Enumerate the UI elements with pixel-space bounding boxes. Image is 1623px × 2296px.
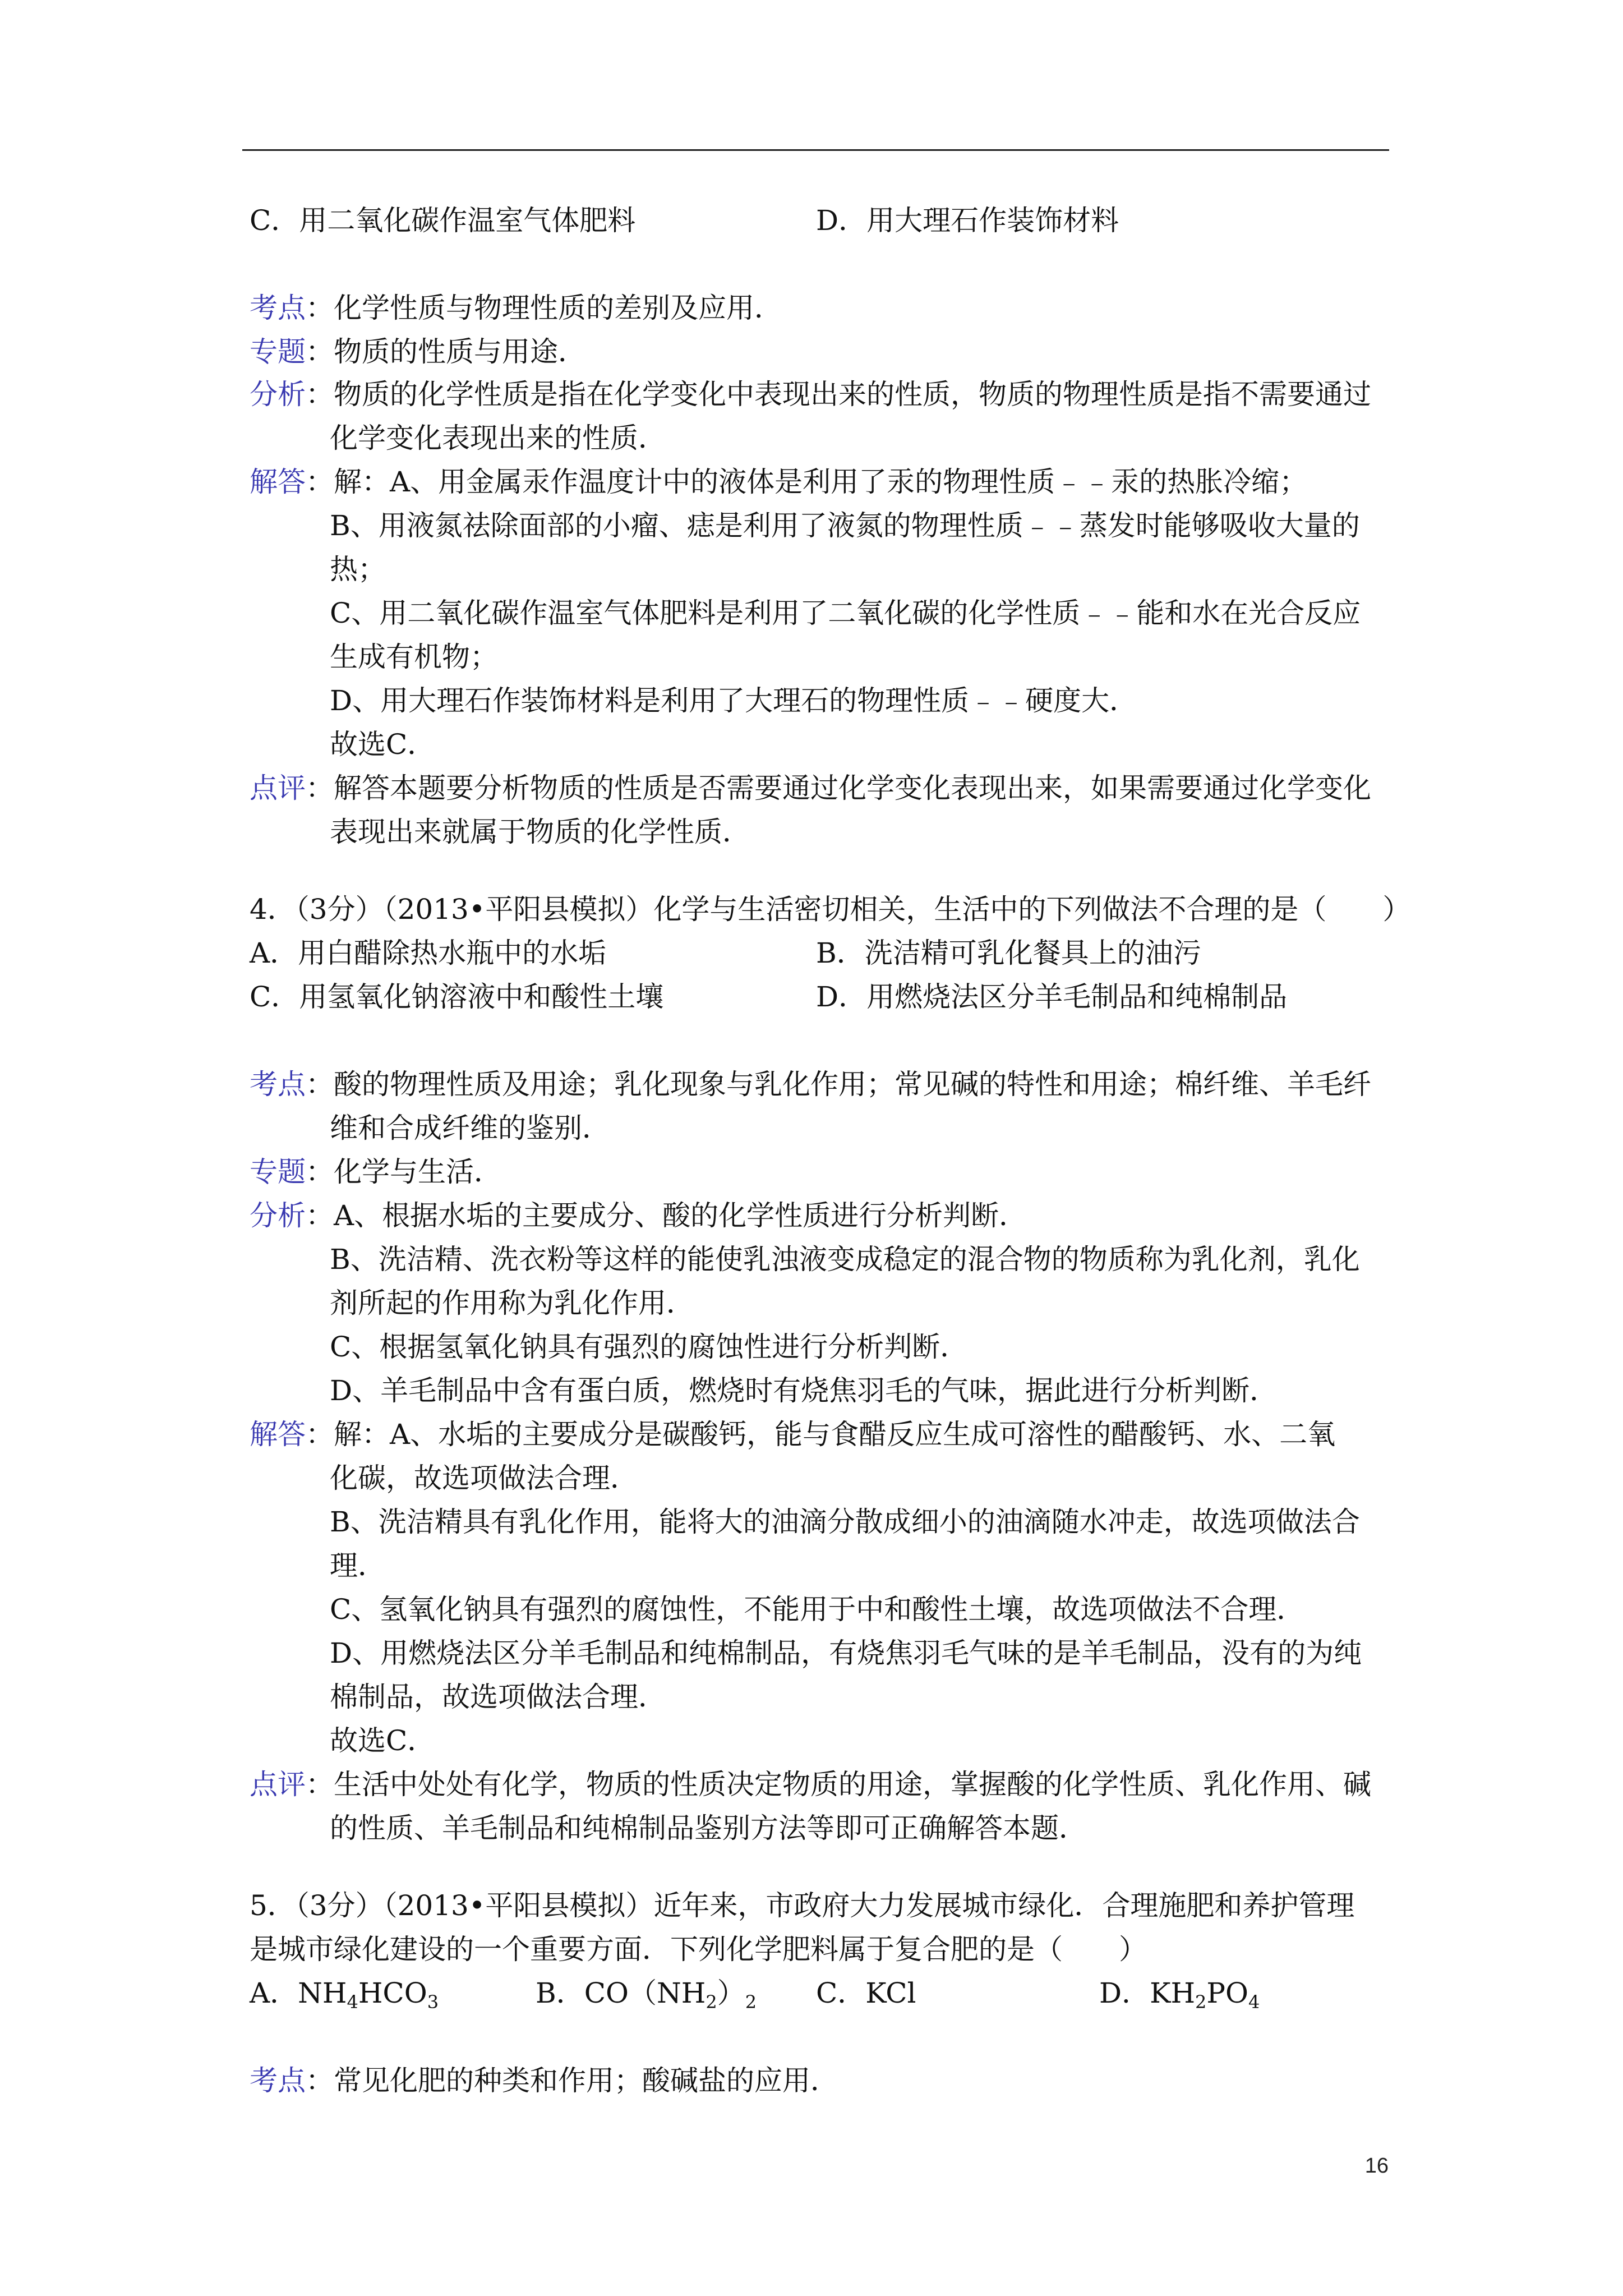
fenxi-label: 分析 [250,1199,306,1232]
q3-jieda-line2: B、用液氮祛除面部的小瘤、痣是利用了液氮的物理性质﹣﹣蒸发时能够吸收大量的 [330,509,1360,542]
zhuanti-text: ：化学与生活． [306,1156,502,1188]
q4-option-c: C．用氢氧化钠溶液中和酸性土壤 [250,981,664,1013]
q4-jieda-line2: 化碳，故选项做法合理． [330,1462,638,1494]
q3-kaodian [250,286,782,330]
q5-kaodian [250,2059,838,2102]
q3-jieda-line4: C、用二氧化碳作温室气体肥料是利用了二氧化碳的化学性质﹣﹣能和水在光合反应 [330,597,1361,629]
q4-option-a: A．用白醋除热水瓶中的水垢 [250,937,607,969]
q5-option-b: B．$CO(NH_2)_2$ [536,1977,757,2013]
q4-jieda-line5: C、氢氧化钠具有强烈的腐蚀性，不能用于中和酸性土壤，故选项做法不合理． [330,1593,1305,1626]
q5-option-d: D．$KH_2PO_4$ [1099,1977,1260,2013]
q5-option-a: A．$NH_4HCO_3$ [250,1977,439,2013]
q3-jieda-line6: D、用大理石作装饰材料是利用了大理石的物理性质﹣﹣硬度大． [330,684,1138,717]
q3-dianping [250,766,1371,810]
jieda-label: 解答 [250,466,306,498]
kaodian-label: 考点 [250,292,306,324]
kaodian-label: 考点 [250,1068,306,1101]
q4-fenxi-line5: D、羊毛制品中含有蛋白质，燃烧时有烧焦羽毛的气味，据此进行分析判断． [330,1374,1278,1407]
kaodian-text: ：化学性质与物理性质的差别及应用． [306,292,782,324]
q4-dianping-line2: 的性质、羊毛制品和纯棉制品鉴别方法等即可正确解答本题． [330,1812,1087,1844]
dianping-text: ：解答本题要分析物质的性质是否需要通过化学变化表现出来，如果需要通过化学变化 [306,772,1371,804]
zhuanti-text: ：物质的性质与用途． [306,335,586,368]
q5-stem: 5．（3分）（2013•平阳县模拟）近年来，市政府大力发展城市绿化．合理施肥和养护管理 [250,1889,1355,1922]
q4-jieda-line6: D、用燃烧法区分羊毛制品和纯棉制品，有烧焦羽毛气味的是羊毛制品，没有的为纯 [330,1637,1362,1669]
q3-fenxi-line2: 化学变化表现出来的性质． [330,422,666,454]
dianping-text: ：生活中处处有化学，物质的性质决定物质的用途，掌握酸的化学性质、乳化作用、碱 [306,1768,1371,1801]
fenxi-label: 分析 [250,378,306,411]
kaodian-text: ：常见化肥的种类和作用；酸碱盐的应用． [306,2064,838,2097]
q4-fenxi-line2: B、洗洁精、洗衣粉等这样的能使乳浊液变成稳定的混合物的物质称为乳化剂，乳化 [330,1243,1360,1276]
q5-stem-line2: 是城市绿化建设的一个重要方面．下列化学肥料属于复合肥的是（ ） [250,1933,1147,1966]
q3-option-c: C．用二氧化碳作温室气体肥料 [250,204,636,237]
page-number: 16 [1364,2154,1389,2178]
zhuanti-label: 专题 [250,335,306,368]
q5-option-c: C．KCl [816,1977,916,2009]
dianping-label: 点评 [250,1768,306,1801]
q4-fenxi [250,1194,1027,1237]
q4-fenxi-line4: C、根据氢氧化钠具有强烈的腐蚀性进行分析判断． [330,1331,969,1363]
q4-jieda-line3: B、洗洁精具有乳化作用，能将大的油滴分散成细小的油滴随水冲走，故选项做法合 [330,1506,1360,1538]
zhuanti-label: 专题 [250,1156,306,1188]
q3-option-d: D．用大理石作装饰材料 [816,204,1119,237]
q4-jieda-line8: 故选C． [330,1724,436,1757]
q4-zhuanti [250,1150,502,1194]
kaodian-text: ：酸的物理性质及用途；乳化现象与乳化作用；常见碱的特性和用途；棉纤维、羊毛纤 [306,1068,1371,1101]
dianping-label: 点评 [250,772,306,804]
jieda-text: ：解：A、水垢的主要成分是碳酸钙，能与食醋反应生成可溶性的醋酸钙、水、二氧 [306,1418,1336,1451]
q3-jieda-line3: 热； [330,553,386,586]
jieda-label: 解答 [250,1418,306,1451]
q3-jieda-line7: 故选C． [330,728,436,761]
q4-option-d: D．用燃烧法区分羊毛制品和纯棉制品 [816,981,1288,1013]
q3-dianping-line2: 表现出来就属于物质的化学性质． [330,816,750,848]
q4-kaodian-line2: 维和合成纤维的鉴别． [330,1112,610,1144]
fenxi-text: ：A、根据水垢的主要成分、酸的化学性质进行分析判断． [306,1199,1027,1232]
q4-stem: 4．（3分）（2013•平阳县模拟）化学与生活密切相关，生活中的下列做法不合理的是（ ） [250,893,1411,926]
q3-fenxi [250,372,1371,416]
q3-zhuanti [250,330,586,374]
header-rule [242,149,1389,151]
jieda-text: ：解：A、用金属汞作温度计中的液体是利用了汞的物理性质﹣﹣汞的热胀冷缩； [306,466,1308,498]
q3-jieda-line5: 生成有机物； [330,641,498,673]
q4-dianping [250,1763,1371,1806]
kaodian-label: 考点 [250,2064,306,2097]
fenxi-text: ：物质的化学性质是指在化学变化中表现出来的性质，物质的物理性质是指不需要通过 [306,378,1371,411]
q4-jieda [250,1412,1335,1456]
q4-jieda-line4: 理． [330,1549,386,1582]
q4-kaodian [250,1062,1371,1106]
q4-option-b: B．洗洁精可乳化餐具上的油污 [816,937,1201,969]
q4-fenxi-line3: 剂所起的作用称为乳化作用． [330,1287,694,1319]
q4-jieda-line7: 棉制品，故选项做法合理． [330,1681,666,1713]
q3-jieda [250,460,1307,504]
